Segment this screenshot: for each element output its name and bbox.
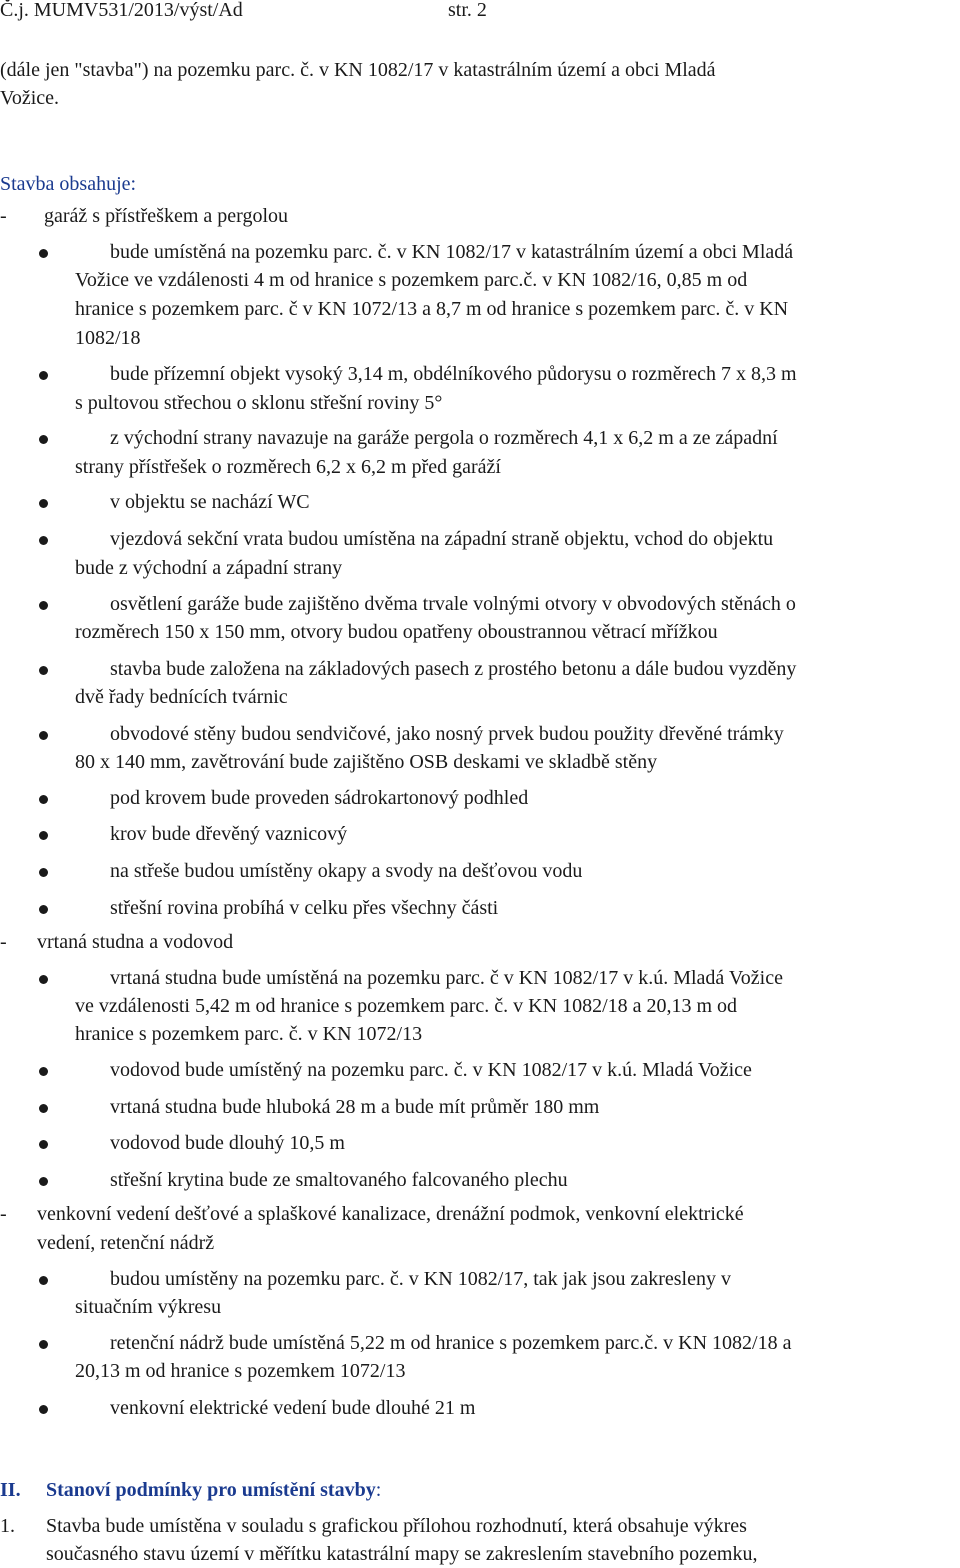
section-title: vrtaná studna a vodovod xyxy=(37,931,234,953)
list-item-line: dvě řady bednících tvárnic xyxy=(75,686,288,708)
bullet-icon xyxy=(39,499,48,508)
list-item-line: 80 x 140 mm, zavětrování bude zajištěno OSB deskami ve skladbě stěny xyxy=(75,751,658,773)
part-numeral: II. xyxy=(0,1479,21,1501)
list-item-line: vrtaná studna bude hluboká 28 m a bude mít průměr 180 mm xyxy=(110,1096,600,1118)
list-item-line: bude z východní a západní strany xyxy=(75,557,343,579)
list-item-line: osvětlení garáže bude zajištěno dvěma trvale volnými otvory v obvodových stěnách o xyxy=(110,593,796,615)
list-item-line: bude umístěná na pozemku parc. č. v KN 1082/17 v katastrálním území a obci Mladá xyxy=(110,241,794,263)
part-title: Stanoví podmínky pro umístění stavby xyxy=(46,1479,376,1501)
bullet-icon xyxy=(39,731,48,740)
list-item-line: v objektu se nachází WC xyxy=(110,491,310,513)
bullet-icon xyxy=(39,1067,48,1076)
section-dash: - xyxy=(0,931,7,953)
list-item-line: situačním výkresu xyxy=(75,1296,222,1318)
bullet-icon xyxy=(39,868,48,877)
list-item-line: stavba bude založena na základových pasech z prostého betonu a dále budou vyzděny xyxy=(110,658,797,680)
section-dash: - xyxy=(0,1203,7,1225)
list-item-line: 1082/18 xyxy=(75,327,141,349)
list-item-line: na střeše budou umístěny okapy a svody na dešťovou vodu xyxy=(110,860,583,882)
contents-title: Stavba obsahuje: xyxy=(0,173,137,195)
bullet-icon xyxy=(39,831,48,840)
list-item-line: obvodové stěny budou sendvičové, jako nosný prvek budou použity dřevěné trámky xyxy=(110,723,784,745)
list-item-line: 20,13 m od hranice s pozemkem 1072/13 xyxy=(75,1360,406,1382)
condition-line: Stavba bude umístěna v souladu s grafickou přílohou rozhodnutí, která obsahuje výkres xyxy=(46,1515,747,1537)
bullet-icon xyxy=(39,1140,48,1149)
intro-line-1: (dále jen "stavba") na pozemku parc. č. v KN 1082/17 v katastrálním území a obci Mladá xyxy=(0,59,716,81)
list-item-line: hranice s pozemkem parc. č. v KN 1072/13 xyxy=(75,1023,423,1045)
list-item-line: vjezdová sekční vrata budou umístěna na západní straně objektu, vchod do objektu xyxy=(110,528,774,550)
list-item-line: venkovní elektrické vedení bude dlouhé 21 m xyxy=(110,1397,476,1419)
bullet-icon xyxy=(39,1405,48,1414)
list-item-line: vodovod bude dlouhý 10,5 m xyxy=(110,1132,345,1154)
bullet-icon xyxy=(39,435,48,444)
section-dash: - xyxy=(0,205,7,227)
part-heading xyxy=(46,1478,381,1502)
part-colon: : xyxy=(375,1479,382,1501)
section-title: garáž s přístřeškem a pergolou xyxy=(44,205,288,227)
list-item-line: krov bude dřevěný vaznicový xyxy=(110,823,348,845)
bullet-icon xyxy=(39,1104,48,1113)
list-item-line: budou umístěny na pozemku parc. č. v KN 1082/17, tak jak jsou zakresleny v xyxy=(110,1268,731,1290)
list-item-line: bude přízemní objekt vysoký 3,14 m, obdélníkového půdorysu o rozměrech 7 x 8,3 m xyxy=(110,363,797,385)
condition-line: současného stavu území v měřítku katastrální mapy se zakreslením stavebního pozemku, xyxy=(46,1543,758,1565)
bullet-icon xyxy=(39,536,48,545)
section-title-cont: vedení, retenční nádrž xyxy=(37,1232,215,1254)
bullet-icon xyxy=(39,666,48,675)
bullet-icon xyxy=(39,371,48,380)
header-reference: Č.j. MUMV531/2013/výst/Ad xyxy=(0,0,243,21)
list-item-line: Vožice ve vzdálenosti 4 m od hranice s pozemkem parc.č. v KN 1082/16, 0,85 m od xyxy=(75,269,748,291)
list-item-line: z východní strany navazuje na garáže pergola o rozměrech 4,1 x 6,2 m a ze západní xyxy=(110,427,778,449)
list-item-line: s pultovou střechou o sklonu střešní roviny 5° xyxy=(75,392,443,414)
intro-line-2: Vožice. xyxy=(0,87,60,109)
list-item-line: vrtaná studna bude umístěná na pozemku parc. č v KN 1082/17 v k.ú. Mladá Vožice xyxy=(110,967,783,989)
bullet-icon xyxy=(39,249,48,258)
bullet-icon xyxy=(39,1340,48,1349)
list-item-line: rozměrech 150 x 150 mm, otvory budou opatřeny oboustrannou větrací mřížkou xyxy=(75,621,718,643)
bullet-icon xyxy=(39,1177,48,1186)
bullet-icon xyxy=(39,601,48,610)
bullet-icon xyxy=(39,905,48,914)
list-item-line: ve vzdálenosti 5,42 m od hranice s pozemkem parc. č. v KN 1082/18 a 20,13 m od xyxy=(75,995,738,1017)
bullet-icon xyxy=(39,1276,48,1285)
list-item-line: střešní krytina bude ze smaltovaného falcovaného plechu xyxy=(110,1169,568,1191)
list-item-line: hranice s pozemkem parc. č v KN 1072/13 a 8,7 m od hranice s pozemkem parc. č. v KN xyxy=(75,298,789,320)
list-item-line: retenční nádrž bude umístěná 5,22 m od hranice s pozemkem parc.č. v KN 1082/18 a xyxy=(110,1332,792,1354)
list-item-line: pod krovem bude proveden sádrokartonový podhled xyxy=(110,787,529,809)
header-page-number: str. 2 xyxy=(448,0,487,21)
bullet-icon xyxy=(39,975,48,984)
condition-number: 1. xyxy=(0,1515,15,1537)
bullet-icon xyxy=(39,795,48,804)
list-item-line: vodovod bude umístěný na pozemku parc. č. v KN 1082/17 v k.ú. Mladá Vožice xyxy=(110,1059,752,1081)
section-title: venkovní vedení dešťové a splaškové kanalizace, drenážní podmok, venkovní elektrické xyxy=(37,1203,744,1225)
list-item-line: střešní rovina probíhá v celku přes všechny části xyxy=(110,897,499,919)
list-item-line: strany přístřešek o rozměrech 6,2 x 6,2 m před garáží xyxy=(75,456,501,478)
